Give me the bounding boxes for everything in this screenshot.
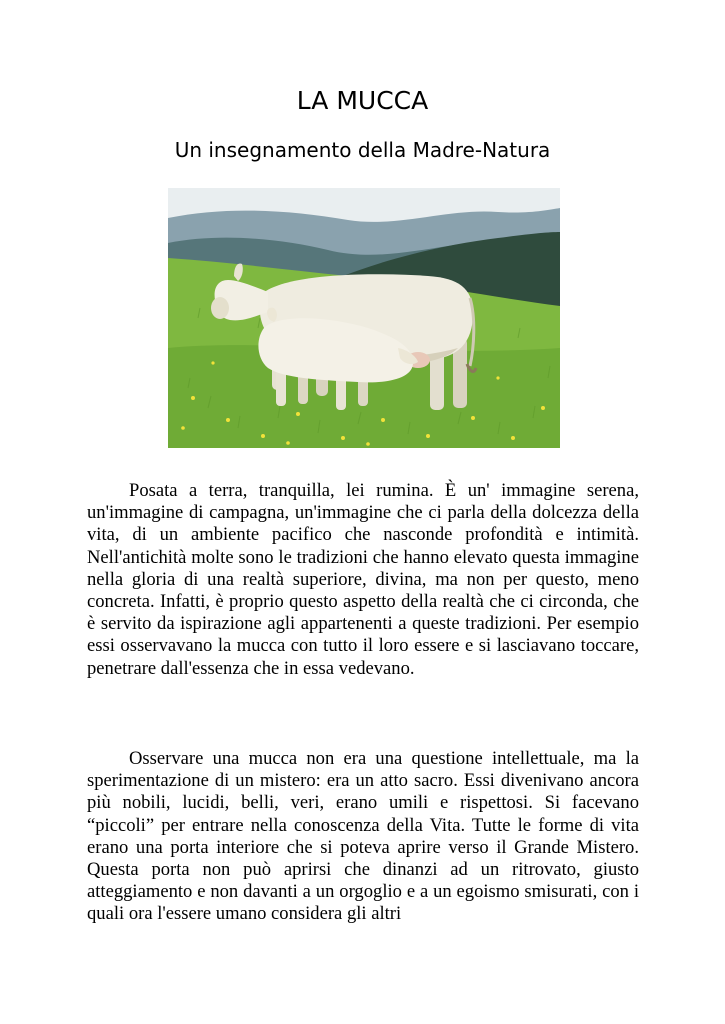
paragraph-2: Osservare una mucca non era una questione intellettuale, ma la sperimentazione di un mistero: era un atto sacro. Essi divenivano ancora più nobili, lucidi, belli, veri, erano umili e rispettosi. Si facevano “piccoli” per entrare nella conoscenza della Vita. Tutte le forme di vita erano una porta interiore che si poteva aprire verso il Grande Mistero. Questa porta non può aprirsi che dinanzi ad un ritrovato, giusto atteggiamento e non davanti a un orgoglio e a un egoismo smisurati, con i quali ora l'essere umano considera gli altri <box>87 748 639 925</box>
cow-photo-illustration <box>168 188 560 448</box>
document-subtitle: Un insegnamento della Madre-Natura <box>174 138 551 162</box>
paragraph-1: Posata a terra, tranquilla, lei rumina. È un' immagine serena, un'immagine di campagna, un'immagine che ci parla della dolcezza della vita, di un ambiente pacifico che nasconde profondità e intimità. Nell'antichità molte sono le tradizioni che hanno elevato questa immagine nella gloria di una realtà superiore, divina, ma non per questo, meno concreta. Infatti, è proprio questo aspetto della realtà che ci circonda, che è servito da ispirazione agli appartenenti a queste tradizioni. Per esempio essi osservavano la mucca con tutto il loro essere e si lasciavano toccare, penetrare dall'essenza che in essa vedevano. <box>87 480 639 679</box>
cow-photo <box>168 188 560 448</box>
document-title: LA MUCCA <box>296 86 429 115</box>
